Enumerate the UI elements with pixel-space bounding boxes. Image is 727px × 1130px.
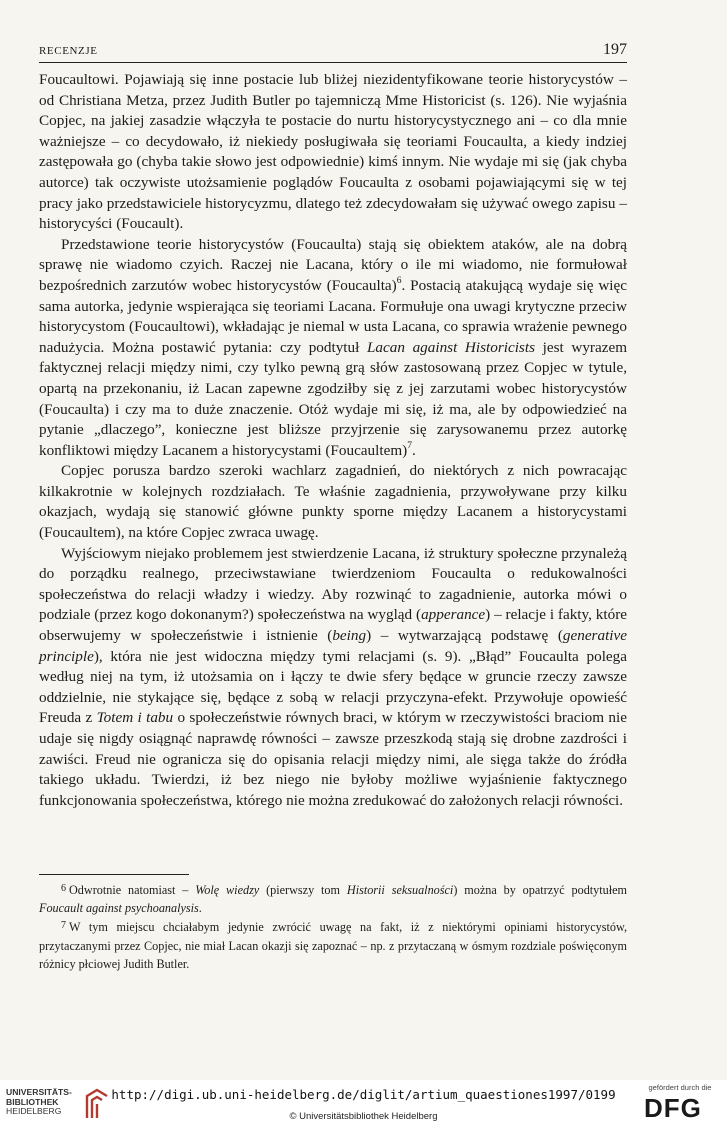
body-paragraph — [39, 544, 627, 812]
text-run: Foucaultowi. Pojawiają się inne postacie lub bliżej niezidentyfikowane teorie historycystów – od Christiana Metza, przez Judith Butler po tajemniczą Mme Historicist (s. 126). Nie wyjaśnia Copjec, na jakiej zasadzie włączyła te postacie do nurtu historycystycznego ani – co dla mnie ważniejsze – co decydowało, iż niekiedy posługiwała się teoriami Foucaulta, a kiedy indziej zastępowała go (chyba takie słowo jest odpowiednie) kimś innym. Nie wydaje mi się (jak chyba autorce) tak oczywiste utożsamienie poglądów Foucaulta z osobami pojawiającymi się w tej pracy jako przedstawiciele historycyzmu, dlatego też zdecydowałam się używać owego zapisu – historycyści (Foucault). — [39, 71, 627, 233]
footnote-number: 7 — [61, 920, 66, 932]
text-run: . — [411, 441, 416, 459]
dfg-logo-icon: DFG — [644, 1093, 702, 1123]
text-run: ) – wytwarzającą podstawę ( — [366, 627, 563, 645]
italic-title: Historii seksualności — [346, 883, 454, 897]
text-run: (pierwszy tom — [259, 883, 347, 897]
citation-url[interactable]: http://digi.ub.uni-heidelberg.de/diglit/artium_quaestiones1997/0199 — [111, 1087, 616, 1102]
funder-caption: gefördert durch die — [648, 1083, 712, 1092]
italic-title: Totem i tabu — [96, 709, 174, 727]
copyright-notice: © Universitätsbibliothek Heidelberg — [289, 1111, 438, 1122]
body-paragraph — [39, 461, 627, 543]
footnotes — [39, 880, 627, 973]
text-run: . — [198, 901, 202, 916]
running-header — [39, 38, 627, 63]
funder-logo[interactable] — [640, 1083, 720, 1125]
library-name-line: HEIDELBERG — [6, 1106, 62, 1117]
page-number: 197 — [603, 41, 627, 58]
footnote-divider — [39, 874, 189, 875]
library-name-line: UNIVERSITÄTS- — [6, 1087, 72, 1097]
italic-title: apperance — [421, 606, 486, 624]
text-run: ), która nie jest widoczna między tymi relacjami (s. 9). „Błąd” Foucaulta polega według niej na tym, iż utożsamia on i łączy te dwie sfery będące w gruncie rzeczy zawsze oddzielnie, nie stykające się, będące z sobą w relacji przyczyna-efekt. Przywołuje opowieść Freuda z — [39, 647, 627, 727]
section-title: RECENZJE — [39, 45, 98, 57]
italic-title: Foucault against psychoanalysis — [39, 901, 199, 916]
body-paragraph — [39, 70, 627, 235]
body-paragraph — [39, 235, 627, 462]
footnote — [39, 880, 627, 917]
text-run: . Postacią atakującą wydaje się więc sama autorka, jedynie wspierająca się teoriami Lacana. Formułuje ona uwagi krytyczne przeciw historycystom (Foucaultowi), wkładając je niemal w usta Lacana, co sprawia wrażenie pewnego nadużycia. Można postawić pytania: czy podtytuł — [39, 276, 627, 356]
text-run: Przedstawione teorie historycystów (Foucaulta) stają się obiektem ataków, ale na dobrą sprawę nie wiadomo czyich. Raczej nie Lacana, który o ile mi wiadomo, nie formułował bezpośrednich zarzutów wobec historycystów (Foucaulta) — [39, 235, 627, 294]
footnote-reference[interactable]: 7 — [407, 440, 412, 451]
library-name-line: BIBLIOTHEK — [6, 1096, 59, 1107]
body-text — [39, 70, 627, 811]
italic-title: being — [332, 627, 367, 645]
text-run: jest wyrazem faktycznej relacji między nimi, czy tylko pewną grą słów zastosowaną przez Copjec w tytule, opartą na przekonaniu, iż Lacan zapewne zgodziłby się z jej zarzutami wobec historycystów (Foucaulta) i czy ma to duże znaczenie. Otóż wydaje mi się, iż ma, ale by odpowiedzieć na pytanie „dlaczego”, konieczne jest bliższe przyjrzenie się zarysowanemu przez autorkę konfliktowi między Lacanem a historycystami (Foucaultem) — [39, 338, 628, 459]
text-run: ) – relacje i fakty, które obserwujemy w społeczeństwie i istnienie ( — [39, 606, 627, 645]
italic-title: Wolę wiedzy — [195, 883, 260, 897]
footnote — [39, 917, 627, 973]
text-run: W tym miejscu chciałabym jedynie zwrócić uwagę na fakt, iż z niektórymi opiniami historycystów, przytaczanymi przez Copjec, nie miał Lacan okazji się zapoznać – np. z przytaczaną w ósmym rozdziale poświęconym różnicy płciowej Judith Butler. — [39, 920, 627, 971]
text-run: o społeczeństwie równych braci, w którym w rzeczywistości braciom nie udaje się nigdy osiągnąć naprawdę równości – zawsze przeszkodą stają się drobne zazdrości i zawiści. Freud nie ogranicza się do opisania relacji między nimi, ale sięga także do źródła takiego układu. Twierdzi, iż bez niego nie byłoby możliwe wyjaśnienie faktycznego funkcjonowania społeczeństwa, którego nie można zredukować do założonych relacji równości. — [39, 709, 627, 809]
footnote-number: 6 — [61, 883, 66, 894]
italic-title: generative principle — [39, 627, 627, 665]
text-run: Copjec porusza bardzo szeroki wachlarz zagadnień, do niektórych z nich powracając kilkakrotnie w kolejnych rozdziałach. Te właśnie zagadnienia, przywoływane przy kilku okazjach, wydają się stanowić główne punkty sporne między Lacanem a historycystami (Foucaultem), na które Copjec zwraca uwagę. — [39, 462, 627, 542]
text-run: ) można by opatrzyć podtytułem — [453, 883, 628, 897]
text-run: Odwrotnie natomiast – — [69, 883, 196, 897]
italic-title: Lacan against Historicists — [366, 338, 535, 356]
footnote-reference[interactable]: 6 — [396, 275, 402, 286]
text-run: Wyjściowym niejako problemem jest stwierdzenie Lacana, iż struktury społeczne przynależą do porządku realnego, przeciwstawiane twierdzeniom Foucaulta o redukowalności społeczeństwa do relacji władzy i wiedzy. Aby rozwinąć to zagadnienie, autorka mówi o podziale (przez kogo dokonanym?) społeczeństwa na wygląd ( — [39, 544, 627, 624]
